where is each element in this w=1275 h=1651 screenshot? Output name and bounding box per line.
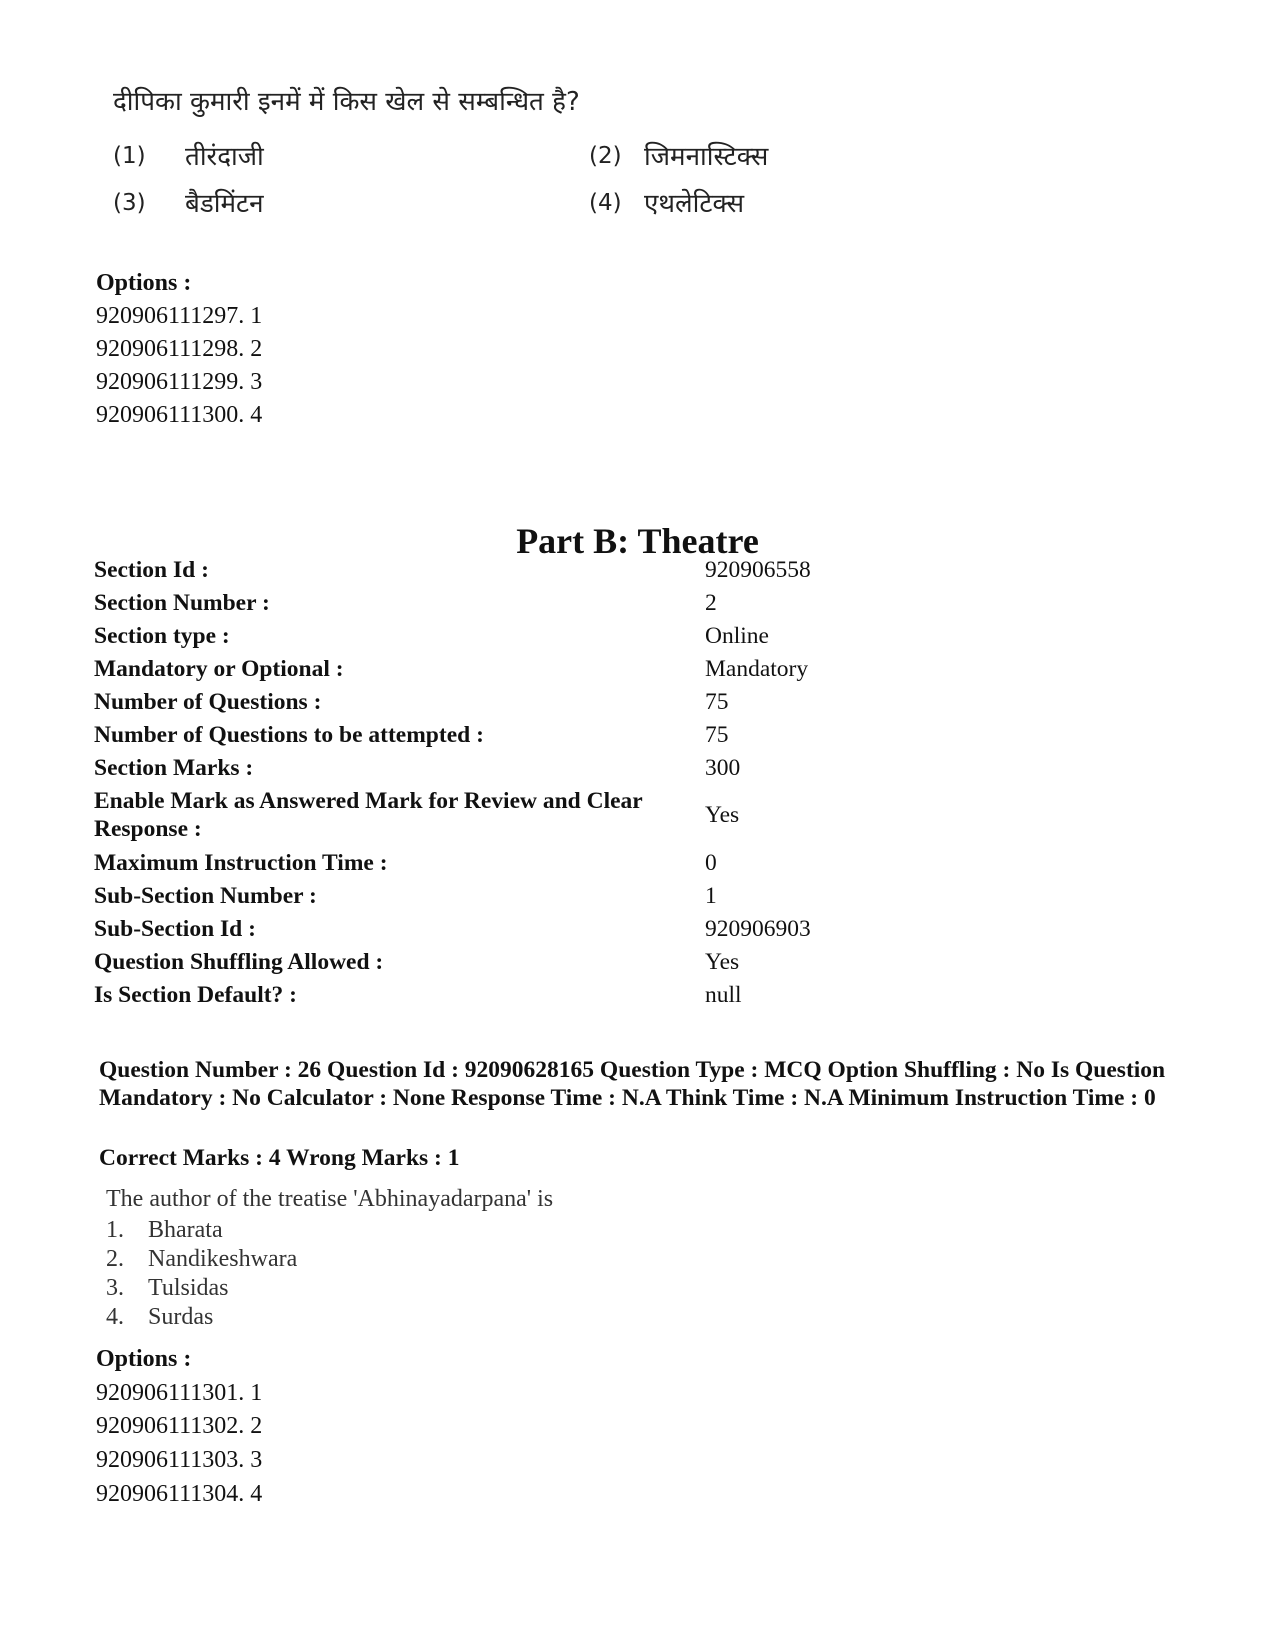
section-value: 75 [705, 689, 729, 715]
section-row [94, 754, 1194, 788]
option-id: 920906111299. 3 [96, 369, 263, 395]
option-id: 920906111300. 4 [96, 402, 263, 428]
option-id: 920906111304. 4 [96, 1481, 263, 1507]
section-row [94, 882, 1194, 916]
option-id: 920906111298. 2 [96, 336, 263, 362]
section-key: Sub-Section Number : [94, 883, 317, 909]
section-value: 920906903 [705, 916, 811, 942]
section-key: Is Section Default? : [94, 982, 297, 1008]
section-row [94, 981, 1194, 1015]
section-key: Sub-Section Id : [94, 916, 256, 942]
section-value: 0 [705, 850, 717, 876]
question-stem: दीपिका कुमारी इनमें में किस खेल से सम्बन्धित है? [113, 87, 580, 117]
section-value: 920906558 [705, 557, 811, 583]
section-key: Section Id : [94, 557, 209, 583]
choice-number: (2) [589, 143, 622, 169]
section-row [94, 948, 1194, 982]
choice-number: 4. [106, 1304, 124, 1330]
section-key: Maximum Instruction Time : [94, 850, 388, 876]
section-row [94, 655, 1194, 689]
section-value: Yes [705, 949, 740, 975]
choice-number: (4) [589, 190, 622, 216]
choice-text: बैडमिंटन [185, 189, 264, 219]
choice-text: तीरंदाजी [185, 142, 264, 172]
section-key: Section Marks : [94, 755, 254, 781]
section-row [94, 556, 1194, 590]
section-value: 75 [705, 722, 729, 748]
choice-number: 3. [106, 1275, 124, 1301]
section-value: 2 [705, 590, 717, 616]
choice-number: 1. [106, 1217, 124, 1243]
option-id: 920906111301. 1 [96, 1380, 263, 1406]
section-row [94, 622, 1194, 656]
section-value: 1 [705, 883, 717, 909]
section-row [94, 688, 1194, 722]
option-id: 920906111302. 2 [96, 1413, 263, 1439]
section-value: Yes [705, 802, 740, 828]
section-key: Section Number : [94, 590, 270, 616]
choice-text: एथलेटिक्स [644, 189, 745, 219]
section-key: Mandatory or Optional : [94, 656, 344, 682]
section-row [94, 589, 1194, 623]
section-key: Number of Questions : [94, 689, 322, 715]
section-row [94, 721, 1194, 755]
section-value: Online [705, 623, 769, 649]
question-stem: The author of the treatise 'Abhinayadarpana' is [106, 1186, 554, 1212]
choice-number: (1) [113, 143, 146, 169]
section-row [94, 915, 1194, 949]
section-row [94, 787, 1194, 847]
options-label: Options : [96, 270, 192, 296]
choice-text: Tulsidas [148, 1275, 229, 1301]
choice-text: Nandikeshwara [148, 1246, 298, 1272]
choice-text: Surdas [148, 1304, 214, 1330]
question-meta: Question Number : 26 Question Id : 92090628165 Question Type : MCQ Option Shuffling : No Is Question Mandatory : No Calculator : None Response Time : N.A Think Time : N.A Minimum Instruction Time : 0 [99, 1057, 1166, 1111]
choice-number: (3) [113, 190, 146, 216]
options-label: Options : [96, 1346, 192, 1372]
question-marks: Correct Marks : 4 Wrong Marks : 1 [99, 1145, 460, 1171]
choice-text: जिमनास्टिक्स [644, 142, 769, 172]
section-row [94, 849, 1194, 883]
section-key: Enable Mark as Answered Mark for Review and Clear Response : [94, 788, 643, 842]
choice-text: Bharata [148, 1217, 223, 1243]
choice-number: 2. [106, 1246, 124, 1272]
section-key: Section type : [94, 623, 230, 649]
section-value: Mandatory [705, 656, 809, 682]
part-title: Part B: Theatre [516, 521, 759, 561]
section-value: null [705, 982, 742, 1008]
option-id: 920906111303. 3 [96, 1447, 263, 1473]
section-value: 300 [705, 755, 741, 781]
section-key: Number of Questions to be attempted : [94, 722, 484, 748]
section-key: Question Shuffling Allowed : [94, 949, 384, 975]
option-id: 920906111297. 1 [96, 303, 263, 329]
